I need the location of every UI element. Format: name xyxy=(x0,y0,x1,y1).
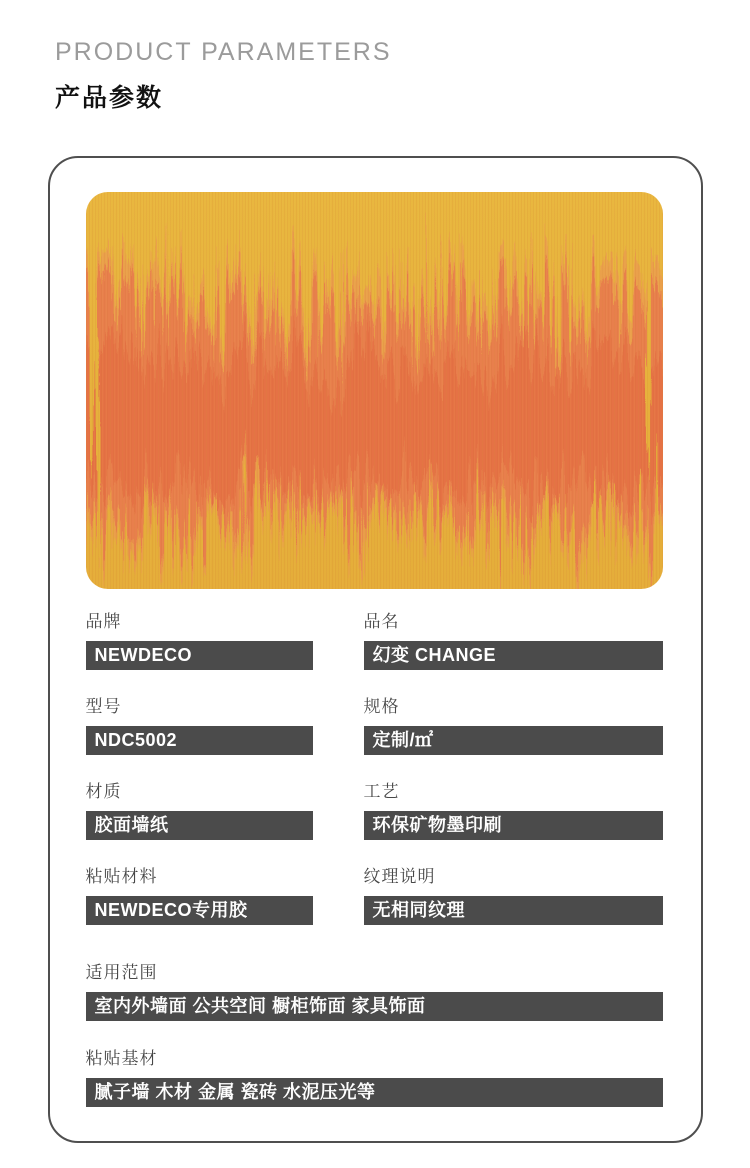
param-label: 纹理说明 xyxy=(363,867,436,886)
param-label: 粘贴材料 xyxy=(85,867,158,886)
param-label: 材质 xyxy=(85,782,122,801)
page-title-zh: 产品参数 xyxy=(55,84,164,112)
param-value-bar: NEWDECO专用胶 xyxy=(86,896,313,925)
param-brand xyxy=(86,612,313,670)
param-value-bar: 幻变 CHANGE xyxy=(364,641,663,670)
param-spec xyxy=(364,697,663,755)
parameter-list xyxy=(86,612,665,1107)
param-label: 适用范围 xyxy=(85,963,158,982)
product-swatch-image xyxy=(86,192,663,589)
param-label: 品牌 xyxy=(85,612,122,631)
param-name xyxy=(364,612,663,670)
parameter-grid xyxy=(86,612,665,952)
param-model xyxy=(86,697,313,755)
param-label: 品名 xyxy=(363,612,400,631)
param-value-bar: 腻子墙 木材 金属 瓷砖 水泥压光等 xyxy=(86,1078,663,1107)
param-label: 规格 xyxy=(363,697,400,716)
param-application-scope xyxy=(86,963,663,1021)
param-value-bar: 环保矿物墨印刷 xyxy=(364,811,663,840)
param-value-bar: NDC5002 xyxy=(86,726,313,755)
param-value-bar: 室内外墙面 公共空间 橱柜饰面 家具饰面 xyxy=(86,992,663,1021)
param-value-bar: 无相同纹理 xyxy=(364,896,663,925)
param-material xyxy=(86,782,313,840)
param-value-bar: 定制/㎡ xyxy=(364,726,663,755)
wallpaper-texture-graphic xyxy=(86,192,663,589)
param-label: 型号 xyxy=(85,697,122,716)
param-craft xyxy=(364,782,663,840)
param-label: 工艺 xyxy=(363,782,400,801)
param-adhesive xyxy=(86,867,313,925)
param-label: 粘贴基材 xyxy=(85,1049,158,1068)
param-value-bar: NEWDECO xyxy=(86,641,313,670)
param-texture-note xyxy=(364,867,663,925)
param-substrate xyxy=(86,1049,663,1107)
page-header xyxy=(0,0,750,114)
param-value-bar: 胶面墙纸 xyxy=(86,811,313,840)
page-title-en: PRODUCT PARAMETERS xyxy=(55,38,392,66)
product-parameters-card xyxy=(48,156,703,1143)
